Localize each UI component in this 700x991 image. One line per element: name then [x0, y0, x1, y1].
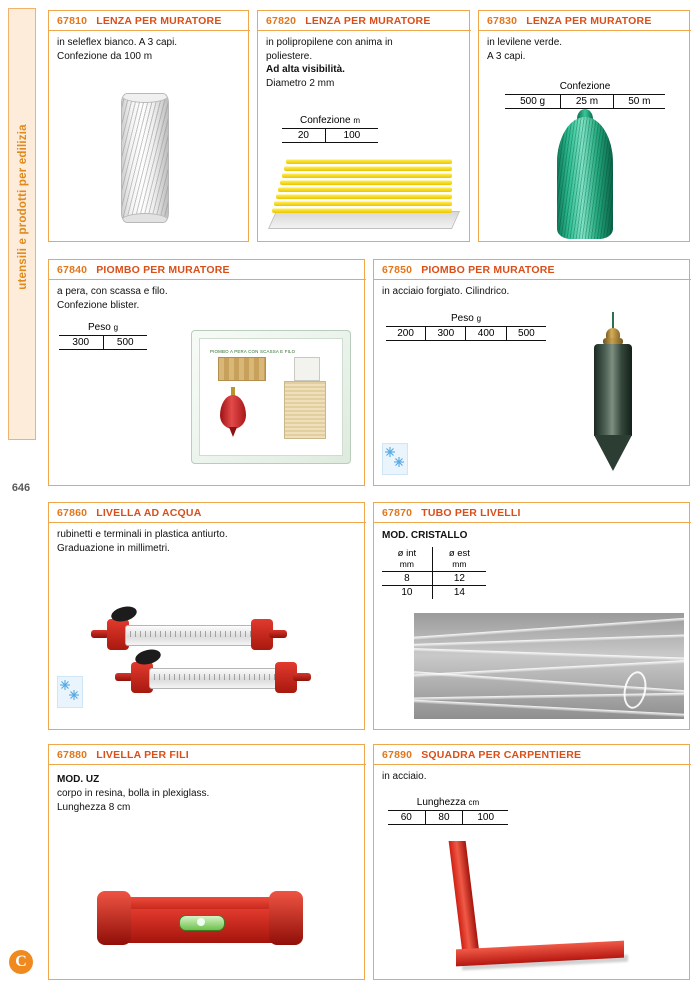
product-code: 67890	[382, 748, 413, 761]
spec-caption	[505, 81, 665, 94]
product-card-67840[interactable]	[48, 259, 365, 486]
spec-value: 300	[59, 336, 103, 350]
product-description	[57, 36, 245, 63]
snowflake-icon	[382, 443, 408, 475]
desc-line-2: Lunghezza 8 cm	[57, 801, 131, 813]
product-description	[57, 787, 347, 814]
spec-table-peso	[59, 322, 147, 350]
model-prefix: MOD.	[57, 774, 84, 785]
spec-value: 500	[103, 336, 147, 350]
desc-line-1: in acciaio.	[382, 771, 427, 782]
product-image-line-level	[95, 885, 305, 959]
blister-label: PIOMBO A PERA CON SCASSA E FILO	[210, 349, 296, 354]
spec-value: 200	[386, 327, 426, 341]
card-header	[258, 11, 471, 30]
spec-value: 100	[463, 811, 508, 825]
product-title: PIOMBO PER MURATORE	[421, 263, 555, 276]
product-model	[57, 773, 337, 787]
desc-line-1: in acciaio forgiato. Cilindrico.	[382, 286, 510, 297]
product-description	[57, 528, 357, 555]
product-image-white-twine-roll	[121, 93, 167, 221]
spec-table-lunghezza	[388, 797, 508, 825]
spec-value: 500 g	[505, 95, 561, 109]
card-header	[374, 260, 691, 279]
spec-caption-unit: m	[353, 116, 361, 125]
spec-value: 500	[506, 327, 546, 341]
sidebar-category-label: utensili e prodotti per edilizia	[17, 124, 29, 290]
spec-value: 400	[466, 327, 506, 341]
spec-table-confezione	[282, 115, 378, 143]
product-card-67860[interactable]	[48, 502, 365, 730]
desc-line-2: Confezione da 100 m	[57, 50, 153, 62]
spec-table-diameters	[382, 547, 486, 599]
header-divider	[49, 279, 366, 280]
spec-value: 80	[425, 811, 463, 825]
model-prefix: MOD.	[382, 530, 409, 541]
product-image-water-level-2	[115, 658, 311, 698]
table-row	[388, 811, 508, 825]
desc-line-2: A 3 capi.	[487, 50, 526, 62]
spec-caption-text: Lunghezza	[416, 797, 466, 808]
header-divider	[49, 764, 366, 765]
snowflake-icon	[57, 676, 83, 708]
spec-value: 25 m	[561, 95, 613, 109]
product-description	[382, 770, 612, 784]
card-header	[49, 503, 366, 522]
product-code: 67820	[266, 14, 297, 27]
product-title: LENZA PER MURATORE	[96, 14, 222, 27]
spec-value: 8	[382, 572, 432, 586]
desc-line-3: Diametro 2 mm	[266, 77, 335, 89]
desc-line-2: Confezione blister.	[57, 299, 140, 311]
product-card-67830[interactable]	[478, 10, 690, 242]
brand-logo: C	[9, 950, 33, 974]
desc-line-1: in levilene verde.	[487, 37, 563, 48]
spec-caption	[388, 797, 508, 810]
desc-line-2: poliestere.	[266, 50, 313, 62]
product-card-67810[interactable]	[48, 10, 249, 242]
header-divider	[258, 30, 471, 31]
spec-value: 50 m	[613, 95, 665, 109]
table-row	[59, 336, 147, 350]
desc-line-1: corpo in resina, bolla in plexiglass.	[57, 788, 210, 799]
spec-caption-unit: g	[113, 323, 119, 332]
header-divider	[49, 522, 366, 523]
header-divider	[374, 522, 691, 523]
product-title: PIOMBO PER MURATORE	[96, 263, 230, 276]
product-code: 67810	[57, 14, 88, 27]
product-title: LENZA PER MURATORE	[526, 14, 652, 27]
product-image-blister-pack	[191, 330, 349, 462]
header-divider	[374, 279, 691, 280]
spec-caption	[386, 313, 546, 326]
desc-highlight: Ad alta visibilità.	[266, 64, 345, 75]
sidebar-band	[8, 8, 36, 440]
header-divider	[49, 30, 250, 31]
product-model	[382, 529, 612, 543]
spec-table-peso	[386, 313, 546, 341]
spec-caption-text: Confezione	[559, 81, 611, 92]
product-image-water-level-1	[91, 615, 287, 655]
spec-value: 14	[432, 586, 486, 600]
product-image-cylindrical-plumb-bob	[590, 312, 636, 472]
desc-line-2: Graduazione in millimetri.	[57, 542, 170, 554]
product-card-67890[interactable]	[373, 744, 690, 980]
model-name: UZ	[85, 774, 100, 785]
spec-value: 60	[388, 811, 425, 825]
product-description	[266, 36, 466, 90]
sidebar	[0, 0, 38, 990]
col-header-est: ø est mm	[432, 547, 486, 572]
product-card-67820[interactable]	[257, 10, 470, 242]
spec-caption-text: Confezione	[299, 115, 351, 126]
product-image-clear-tubing-photo	[414, 613, 684, 719]
product-title: LENZA PER MURATORE	[305, 14, 431, 27]
desc-line-1: in polipropilene con anima in	[266, 37, 393, 48]
product-title: LIVELLA AD ACQUA	[96, 506, 202, 519]
card-header	[49, 745, 366, 764]
spec-caption	[282, 115, 378, 128]
product-image-green-twine-cone	[557, 107, 613, 239]
spec-value: 100	[325, 129, 378, 143]
desc-line-1: rubinetti e terminali in plastica antiurto.	[57, 529, 228, 540]
card-header	[49, 260, 366, 279]
table-row	[382, 586, 486, 600]
table-row	[386, 327, 546, 341]
header-divider	[374, 764, 691, 765]
product-description	[487, 36, 685, 63]
product-image-carpenter-square	[426, 841, 636, 991]
product-code: 67870	[382, 506, 413, 519]
spec-table-confezione	[505, 81, 665, 109]
product-title: LIVELLA PER FILI	[96, 748, 189, 761]
product-code: 67840	[57, 263, 88, 276]
card-header	[479, 11, 691, 30]
product-code: 67880	[57, 748, 88, 761]
product-code: 67850	[382, 263, 413, 276]
product-card-67880[interactable]	[48, 744, 365, 980]
spec-value: 20	[282, 129, 325, 143]
product-image-yellow-rods	[272, 153, 454, 229]
product-card-67870[interactable]	[373, 502, 690, 730]
product-description	[382, 285, 612, 299]
card-header	[49, 11, 250, 30]
spec-caption-unit: cm	[468, 798, 480, 807]
product-description	[57, 285, 237, 312]
model-name: CRISTALLO	[410, 530, 468, 541]
table-row	[382, 572, 486, 586]
page-number: 646	[11, 482, 31, 494]
card-header	[374, 745, 691, 764]
spec-caption-unit: g	[476, 314, 482, 323]
spec-value: 300	[426, 327, 466, 341]
product-card-67850[interactable]	[373, 259, 690, 486]
spec-caption	[59, 322, 147, 335]
table-row	[282, 129, 378, 143]
col-header-int: ø int mm	[382, 547, 432, 572]
spec-value: 10	[401, 587, 413, 598]
spec-caption-text: Peso	[87, 322, 111, 333]
table-header-row	[382, 547, 486, 572]
product-title: TUBO PER LIVELLI	[421, 506, 521, 519]
product-title: SQUADRA PER CARPENTIERE	[421, 748, 582, 761]
desc-line-1: a pera, con scassa e filo.	[57, 286, 168, 297]
header-divider	[479, 30, 691, 31]
card-header	[374, 503, 691, 522]
spec-caption-text: Peso	[450, 313, 474, 324]
product-code: 67860	[57, 506, 88, 519]
spec-value: 12	[432, 572, 486, 586]
product-code: 67830	[487, 14, 518, 27]
desc-line-1: in seleflex bianco. A 3 capi.	[57, 37, 178, 48]
